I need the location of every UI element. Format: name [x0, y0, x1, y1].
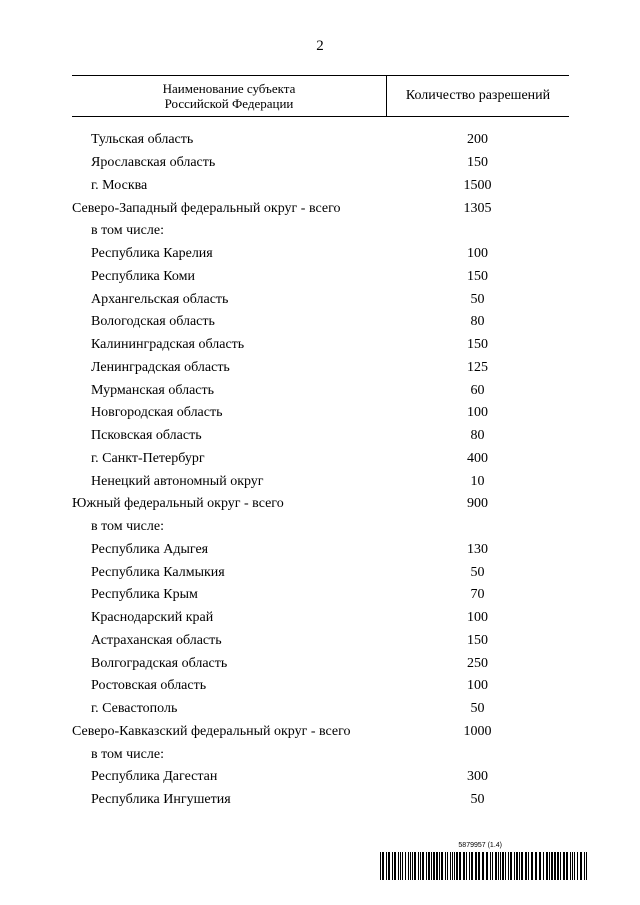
table-row — [72, 311, 569, 334]
region-name: Ленинградская область — [91, 359, 230, 375]
region-name: в том числе: — [91, 746, 164, 762]
table-row — [72, 675, 569, 698]
table-row — [72, 470, 569, 493]
table-row — [72, 743, 569, 766]
permit-count: 50 — [470, 564, 485, 580]
region-name: в том числе: — [91, 223, 164, 239]
region-name: Вологодская область — [91, 314, 215, 330]
table-row — [72, 152, 569, 175]
table-row — [72, 448, 569, 471]
region-name: Северо-Западный федеральный округ - всего — [72, 200, 341, 216]
permit-count: 130 — [467, 541, 488, 557]
permit-count: 100 — [467, 246, 488, 262]
permit-count: 50 — [470, 792, 485, 808]
region-name: г. Санкт-Петербург — [91, 450, 205, 466]
header-permits-column: Количество разрешений — [405, 88, 551, 103]
table-row — [72, 379, 569, 402]
header-subject-line2: Российской Федерации — [164, 96, 294, 111]
table-row — [72, 721, 569, 744]
page-number: 2 — [316, 38, 324, 54]
permits-table — [72, 75, 569, 812]
region-name: Ростовская область — [91, 678, 207, 694]
table-row — [72, 175, 569, 198]
permit-count: 200 — [467, 132, 488, 148]
region-name: Республика Адыгея — [91, 541, 209, 557]
region-name: Тульская область — [91, 132, 194, 148]
barcode-number: 5879957 (1.4) — [458, 842, 502, 849]
permit-count: 50 — [470, 291, 485, 307]
table-row — [72, 607, 569, 630]
permit-count: 900 — [467, 496, 488, 512]
region-name: Новгородская область — [91, 405, 223, 421]
table-row — [72, 584, 569, 607]
region-name: Архангельская область — [91, 291, 229, 307]
table-row — [72, 402, 569, 425]
permit-count: 125 — [467, 359, 488, 375]
table-row — [72, 425, 569, 448]
table-row — [72, 766, 569, 789]
table-row — [72, 561, 569, 584]
permit-count: 60 — [470, 382, 485, 398]
table-row — [72, 243, 569, 266]
table-row — [72, 698, 569, 721]
permit-count: 1500 — [463, 177, 492, 193]
region-name: Псковская область — [91, 428, 202, 444]
table-body — [72, 129, 569, 812]
region-name: Республика Дагестан — [91, 769, 218, 785]
region-name: Краснодарский край — [91, 610, 214, 626]
table-row — [72, 220, 569, 243]
table-row — [72, 266, 569, 289]
permit-count: 150 — [467, 268, 488, 284]
table-row — [72, 789, 569, 812]
permit-count: 1305 — [463, 200, 492, 216]
permit-count: 150 — [467, 632, 488, 648]
region-name: г. Севастополь — [91, 701, 178, 717]
permit-count: 70 — [470, 587, 485, 603]
table-row — [72, 516, 569, 539]
table-row — [72, 357, 569, 380]
permit-count: 10 — [470, 473, 485, 489]
permit-count: 250 — [467, 655, 488, 671]
region-name: Республика Калмыкия — [91, 564, 225, 580]
region-name: Волгоградская область — [91, 655, 228, 671]
region-name: Республика Крым — [91, 587, 198, 603]
region-name: Южный федеральный округ - всего — [72, 496, 284, 512]
region-name: Калининградская область — [91, 337, 245, 353]
header-subject-column — [72, 76, 387, 116]
table-row — [72, 334, 569, 357]
region-name: Республика Коми — [91, 268, 195, 284]
table-row — [72, 129, 569, 152]
table-row — [72, 197, 569, 220]
header-subject-line1: Наименование субъекта — [162, 81, 296, 96]
permit-count: 300 — [467, 769, 488, 785]
region-name: Мурманская область — [91, 382, 215, 398]
region-name: Республика Карелия — [91, 246, 213, 262]
permit-count: 100 — [467, 405, 488, 421]
permit-count: 80 — [470, 314, 485, 330]
region-name: г. Москва — [91, 177, 148, 193]
table-row — [72, 539, 569, 562]
table-header — [72, 75, 569, 117]
table-row — [72, 652, 569, 675]
permit-count: 150 — [467, 155, 488, 171]
permit-count: 150 — [467, 337, 488, 353]
permit-count: 100 — [467, 610, 488, 626]
region-name: Северо-Кавказский федеральный округ - всего — [72, 723, 351, 739]
permit-count: 80 — [470, 428, 485, 444]
region-name: в том числе: — [91, 519, 164, 535]
region-name: Ярославская область — [91, 155, 216, 171]
barcode-block — [380, 842, 590, 880]
table-row — [72, 288, 569, 311]
table-row — [72, 493, 569, 516]
region-name: Ненецкий автономный округ — [91, 473, 264, 489]
region-name: Республика Ингушетия — [91, 792, 231, 808]
region-name: Астраханская область — [91, 632, 222, 648]
permit-count: 50 — [470, 701, 485, 717]
permit-count: 1000 — [463, 723, 492, 739]
permit-count: 400 — [467, 450, 488, 466]
barcode-image — [380, 852, 590, 880]
table-row — [72, 630, 569, 653]
permit-count: 100 — [467, 678, 488, 694]
